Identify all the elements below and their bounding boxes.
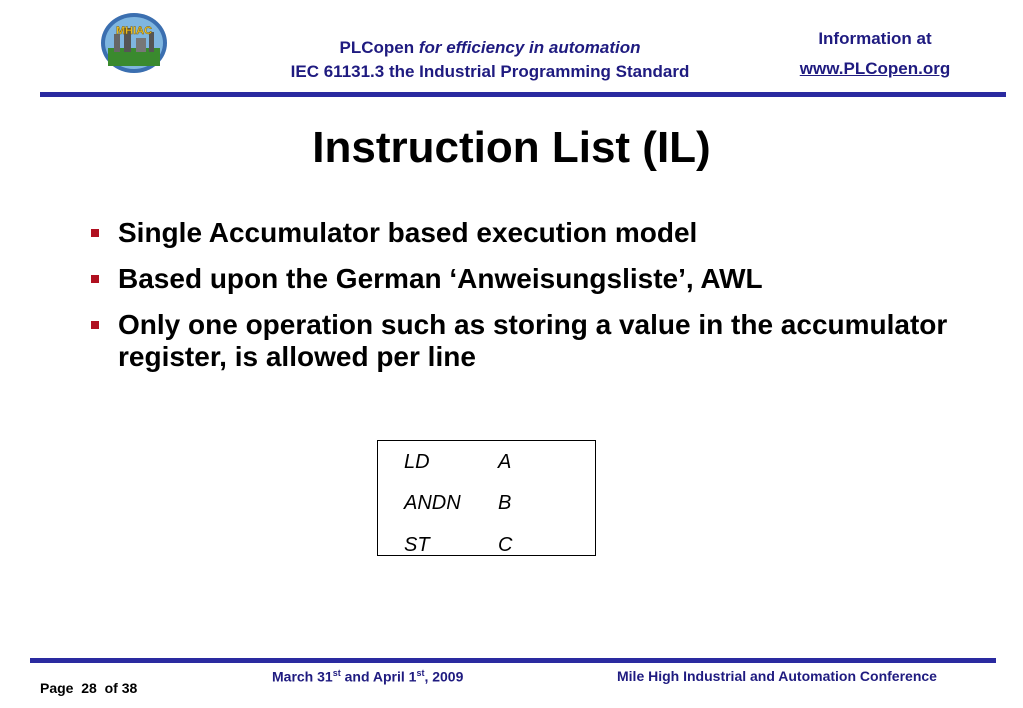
bullet-square-icon <box>91 275 99 283</box>
standard-title: IEC 61131.3 the Industrial Programming Standard <box>290 62 690 81</box>
plcopen-link[interactable]: www.PLCopen.org <box>799 59 951 78</box>
bullet-item: Single Accumulator based execution model <box>88 217 948 249</box>
brand-name: PLCopen <box>339 38 415 57</box>
code-line: ST C <box>404 534 513 556</box>
header-center <box>230 36 750 84</box>
bottom-divider <box>30 658 996 663</box>
slide-title: Instruction List (IL) <box>312 123 711 172</box>
il-code-box <box>377 440 596 556</box>
event-date: March 31st and April 1st, 2009 <box>272 668 464 685</box>
svg-text:MHIAC: MHIAC <box>115 25 153 37</box>
bullet-square-icon <box>91 229 99 237</box>
top-divider <box>40 92 1006 97</box>
code-line: LD A <box>404 451 512 473</box>
tagline: for efficiency in automation <box>418 38 641 57</box>
code-line: ANDN B <box>404 492 512 514</box>
page-number: Page 28 of 38 <box>40 680 138 696</box>
mhiac-logo <box>100 12 168 74</box>
bullet-item: Only one operation such as storing a value in the accumulator register, is allowed per line <box>88 309 948 373</box>
conference-name: Mile High Industrial and Automation Conference <box>617 668 937 684</box>
bullet-square-icon <box>91 321 99 329</box>
bullet-list <box>88 217 948 387</box>
bullet-item: Based upon the German ‘Anweisungsliste’, AWL <box>88 263 948 295</box>
header-right <box>770 24 980 84</box>
info-label: Information at <box>818 29 932 48</box>
